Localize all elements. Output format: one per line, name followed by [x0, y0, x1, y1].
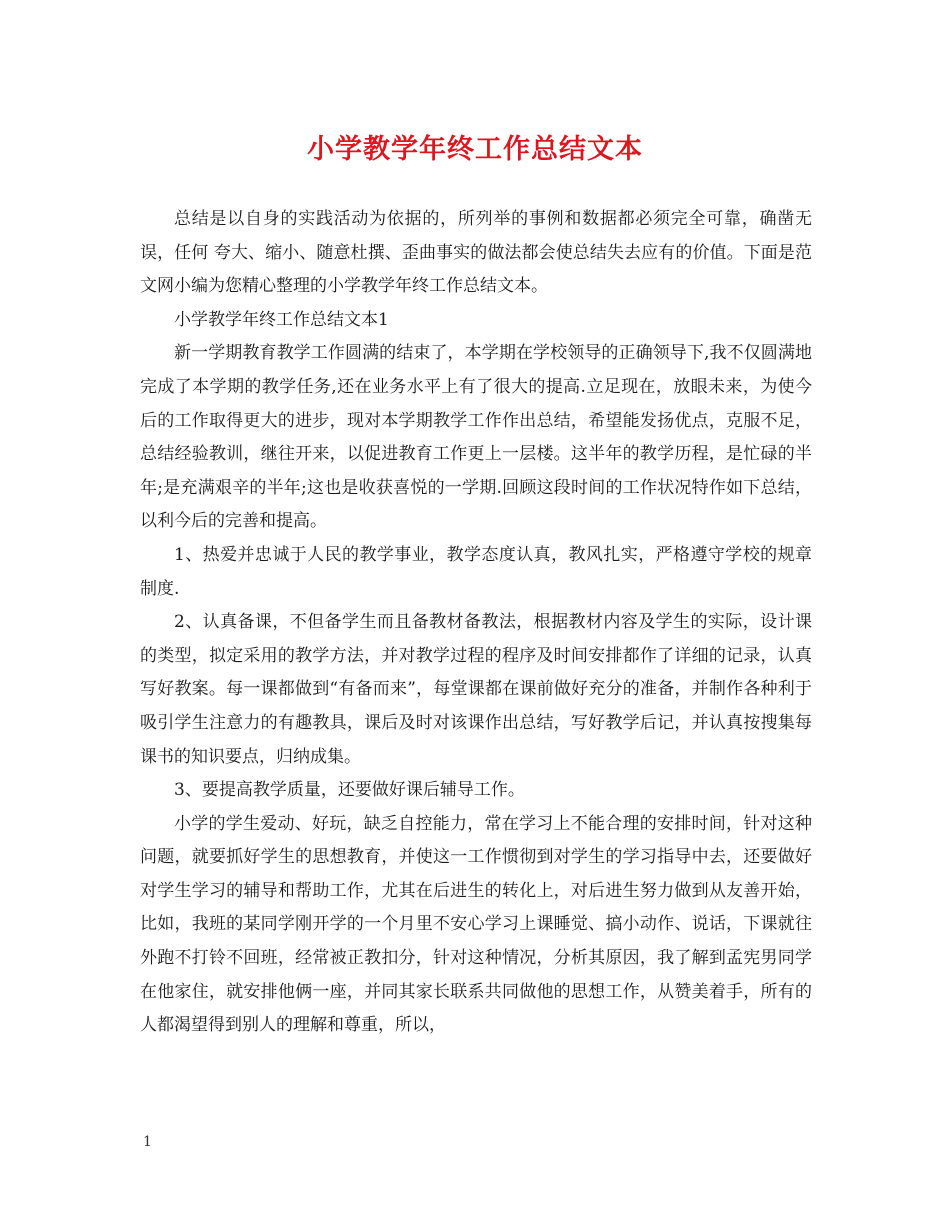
paragraph-point-1: 1、热爱并忠诚于人民的教学事业，教学态度认真，教风扎实，严格遵守学校的规章制度.	[140, 544, 812, 599]
paragraph-point-2: 2、认真备课，不但备学生而且备教材备教法，根据教材内容及学生的实际，设计课的类型，拟定采用的教学方法，并对教学过程的程序及时间安排都作了详细的记录，认真写好教案。每一课都做到“有备而来”，每堂课都在课前做好充分的准备，并制作各种利于吸引学生注意力的有趣教具，课后及时对该课作出总结，写好教学后记，并认真按搜集每课书的知识要点，归纳成集。	[140, 612, 812, 767]
paragraph-tutoring: 小学的学生爱动、好玩，缺乏自控能力，常在学习上不能合理的安排时间，针对这种问题，就要抓好学生的思想教育，并使这一工作惯彻到对学生的学习指导中去，还要做好对学生学习的辅导和帮助工作，尤其在后进生的转化上，对后进生努力做到从友善开始，比如，我班的某同学刚开学的一个月里不安心学习上课睡觉、搞小动作、说话，下课就往外跑不打铃不回班，经常被正教扣分，针对这种情况，分析其原因，我了解到孟宪男同学在他家住，就安排他俩一座，并同其家长联系共同做他的思想工作，从赞美着手，所有的人都渴望得到别人的理解和尊重，所以，	[140, 813, 812, 1036]
paragraph-point-3: 3、要提高教学质量，还要做好课后辅导工作。	[174, 780, 525, 801]
paragraph-intro: 总结是以自身的实践活动为依据的，所列举的事例和数据都必须完全可靠，确凿无误，任何 夸大、缩小、随意杜撰、歪曲事实的做法都会使总结失去应有的价值。下面是范文网小编为您精心整理的小学教学年终工作总结文本。	[140, 209, 812, 297]
section-heading: 小学教学年终工作总结文本1	[174, 309, 389, 330]
document-title: 小学教学年终工作总结文本	[307, 134, 643, 165]
paragraph-overview: 新一学期教育教学工作圆满的结束了，本学期在学校领导的正确领导下,我不仅圆满地完成了本学期的教学任务,还在业务水平上有了很大的提高.立足现在，放眼未来，为使今后的工作取得更大的进步，现对本学期教学工作作出总结，希望能发扬优点，克服不足，总结经验教训，继往开来，以促进教育工作更上一层楼。这半年的教学历程，是忙碌的半年;是充满艰辛的半年;这也是收获喜悦的一学期.回顾这段时间的工作状况特作如下总结，以利今后的完善和提高。	[140, 343, 812, 532]
page-number: 1	[143, 1134, 152, 1150]
document-body	[140, 203, 812, 1043]
